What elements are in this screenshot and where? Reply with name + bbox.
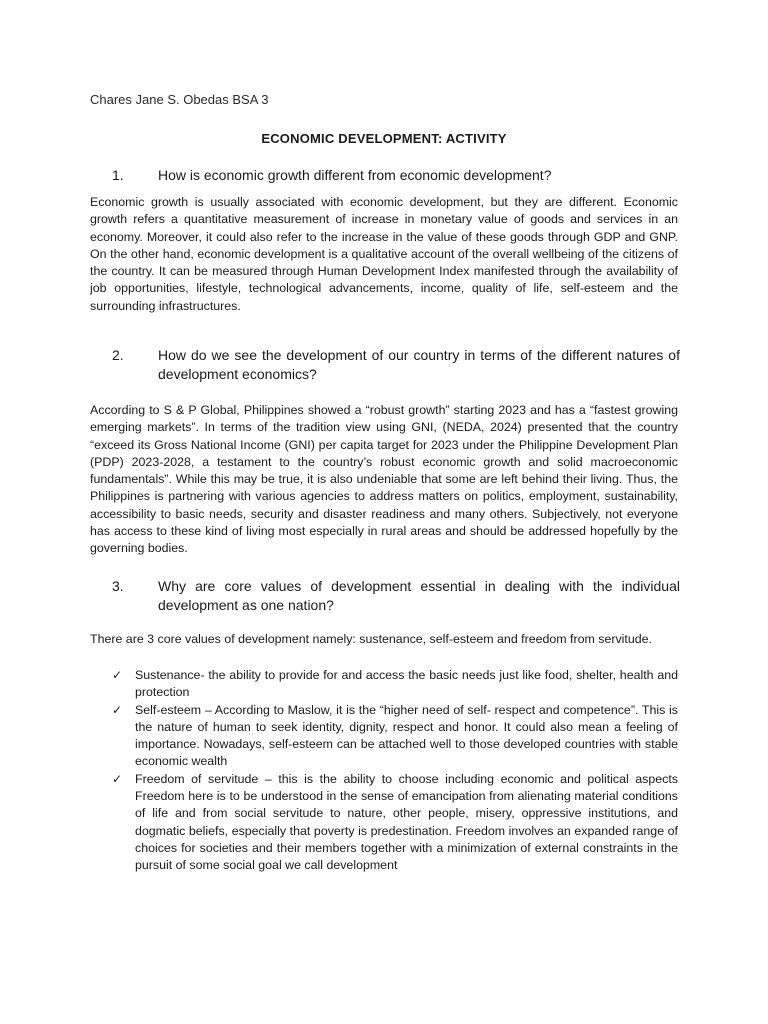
core-values-list [112,667,678,875]
checkmark-icon: ✓ [112,668,123,682]
question-number: 3. [112,578,124,594]
answer-1: Economic growth is usually associated with economic development, but they are different. Economic growth refers a quantitative measurement of increase in monetary value of goods and services in an economy. Moreover, it could also refer to the increase in the value of these goods through GDP and GNP. On the other hand, economic development is a qualitative account of the overall wellbeing of the citizens of the country. It can be measured through Human Development Index manifested through the availability of job opportunities, lifestyle, technological advancements, income, quality of life, self-esteem and the surrounding infrastructures. [90,195,678,313]
question-number: 2. [112,347,124,363]
page-title: ECONOMIC DEVELOPMENT: ACTIVITY [261,131,507,146]
question-3 [90,577,680,615]
list-item-text: Sustenance- the ability to provide for and access the basic needs just like food, shelter, health and protection [135,668,678,700]
question-1 [90,166,680,185]
question-2 [90,346,680,384]
answer-3-intro: There are 3 core values of development namely: sustenance, self-esteem and freedom from servitude. [90,632,652,646]
list-item [112,667,678,702]
author-line: Chares Jane S. Obedas BSA 3 [90,92,269,107]
checkmark-icon: ✓ [112,771,123,786]
question-text: Why are core values of development essential in dealing with the individual development as one nation? [158,578,680,613]
question-number: 1. [112,167,124,183]
list-item-text: Self-esteem – According to Maslow, it is the “higher need of self- respect and competence”. This is the nature of human to seek identity, dignity, respect and honor. It could also mean a feeling of importance. Nowadays, self-esteem can be attached well to those developed countries with stable economic wealth [135,702,678,769]
list-item-text: Freedom of servitude – this is the ability to choose including economic and political aspects Freedom here is to be understood in the sense of emancipation from alienating material conditions of life and from social servitude to nature, other people, misery, oppressive institutions, and dogmatic beliefs, especially that poverty is predestination. Freedom involves an expanded range of choices for societies and their members together with a minimization of external constraints in the pursuit of some social goal we call development [135,771,678,873]
list-item [112,702,678,771]
answer-2: According to S & P Global, Philippines showed a “robust growth” starting 2023 and has a “fastest growing emerging markets”. In terms of the tradition view using GNI, (NEDA, 2024) presented that the country “exceed its Gross National Income (GNI) per capita target for 2023 under the Philippine Development Plan (PDP) 2023-2028, a testament to the country’s robust economic growth and solid macroeconomic fundamentals”. While this may be true, it is also undeniable that some are left behind their living. Thus, the Philippines is partnering with various agencies to address matters on politics, employment, sustainability, accessibility to basic needs, security and disaster readiness and many others. Subjectively, not everyone has access to these kind of living most especially in rural areas and should be addressed hopefully by the governing bodies. [90,403,678,556]
question-text: How is economic growth different from economic development? [158,167,552,183]
list-item [112,771,678,875]
question-text: How do we see the development of our country in terms of the different natures of development economics? [158,347,680,382]
checkmark-icon: ✓ [112,702,123,717]
